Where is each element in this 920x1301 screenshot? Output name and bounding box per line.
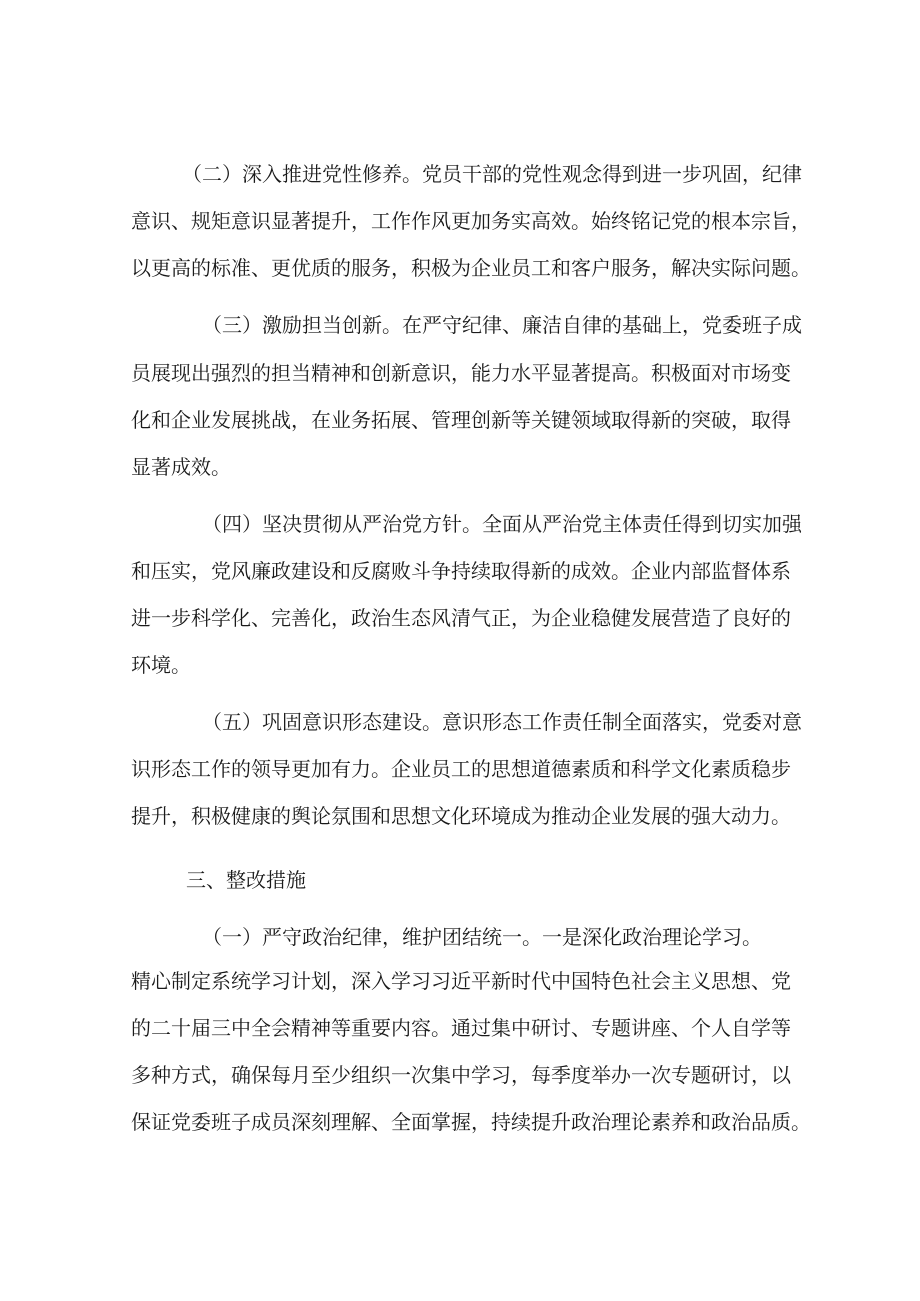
paragraph-4-line-3: 进一步科学化、完善化，政治生态风清气正，为企业稳健发展营造了良好的 xyxy=(131,606,791,630)
paragraph-3-line-3: 化和企业发展挑战，在业务拓展、管理创新等关键领域取得新的突破，取得 xyxy=(131,408,791,432)
paragraph-2-line-3: 以更高的标准、更优质的服务，积极为企业员工和客户服务，解决实际问题。 xyxy=(131,256,811,280)
paragraph-4-line-2: 和压实，党风廉政建设和反腐败斗争持续取得新的成效。企业内部监督体系 xyxy=(131,559,791,583)
measure-1-line-2: 精心制定系统学习计划，深入学习习近平新时代中国特色社会主义思想、党 xyxy=(131,969,791,993)
measure-1-line-1: （一）严守政治纪律，维护团结统一。一是深化政治理论学习。 xyxy=(202,925,762,949)
paragraph-5-line-1: （五）巩固意识形态建设。意识形态工作责任制全面落实，党委对意 xyxy=(202,710,802,734)
paragraph-2-line-2: 意识、规矩意识显著提升，工作作风更加务实高效。始终铭记党的根本宗旨， xyxy=(131,209,811,233)
paragraph-5-line-2: 识形态工作的领导更加有力。企业员工的思想道德素质和科学文化素质稳步 xyxy=(131,757,791,781)
paragraph-4-line-1: （四）坚决贯彻从严治党方针。全面从严治党主体责任得到切实加强 xyxy=(202,512,802,536)
section-heading: 三、整改措施 xyxy=(186,868,306,892)
paragraph-5-line-3: 提升，积极健康的舆论氛围和思想文化环境成为推动企业发展的强大动力。 xyxy=(131,804,791,828)
measure-1-line-4: 多种方式，确保每月至少组织一次集中学习，每季度举办一次专题研讨，以 xyxy=(131,1063,791,1087)
paragraph-2-line-1: （二）深入推进党性修养。党员干部的党性观念得到进一步巩固，纪律 xyxy=(182,162,802,186)
paragraph-3-line-4: 显著成效。 xyxy=(131,455,231,479)
paragraph-3-line-1: （三）激励担当创新。在严守纪律、廉洁自律的基础上，党委班子成 xyxy=(202,313,802,337)
paragraph-3-line-2: 员展现出强烈的担当精神和创新意识，能力水平显著提高。积极面对市场变 xyxy=(131,361,791,385)
measure-1-line-5: 保证党委班子成员深刻理解、全面掌握，持续提升政治理论素养和政治品质。 xyxy=(131,1110,811,1134)
measure-1-line-3: 的二十届三中全会精神等重要内容。通过集中研讨、专题讲座、个人自学等 xyxy=(131,1016,791,1040)
paragraph-4-line-4: 环境。 xyxy=(131,653,191,677)
